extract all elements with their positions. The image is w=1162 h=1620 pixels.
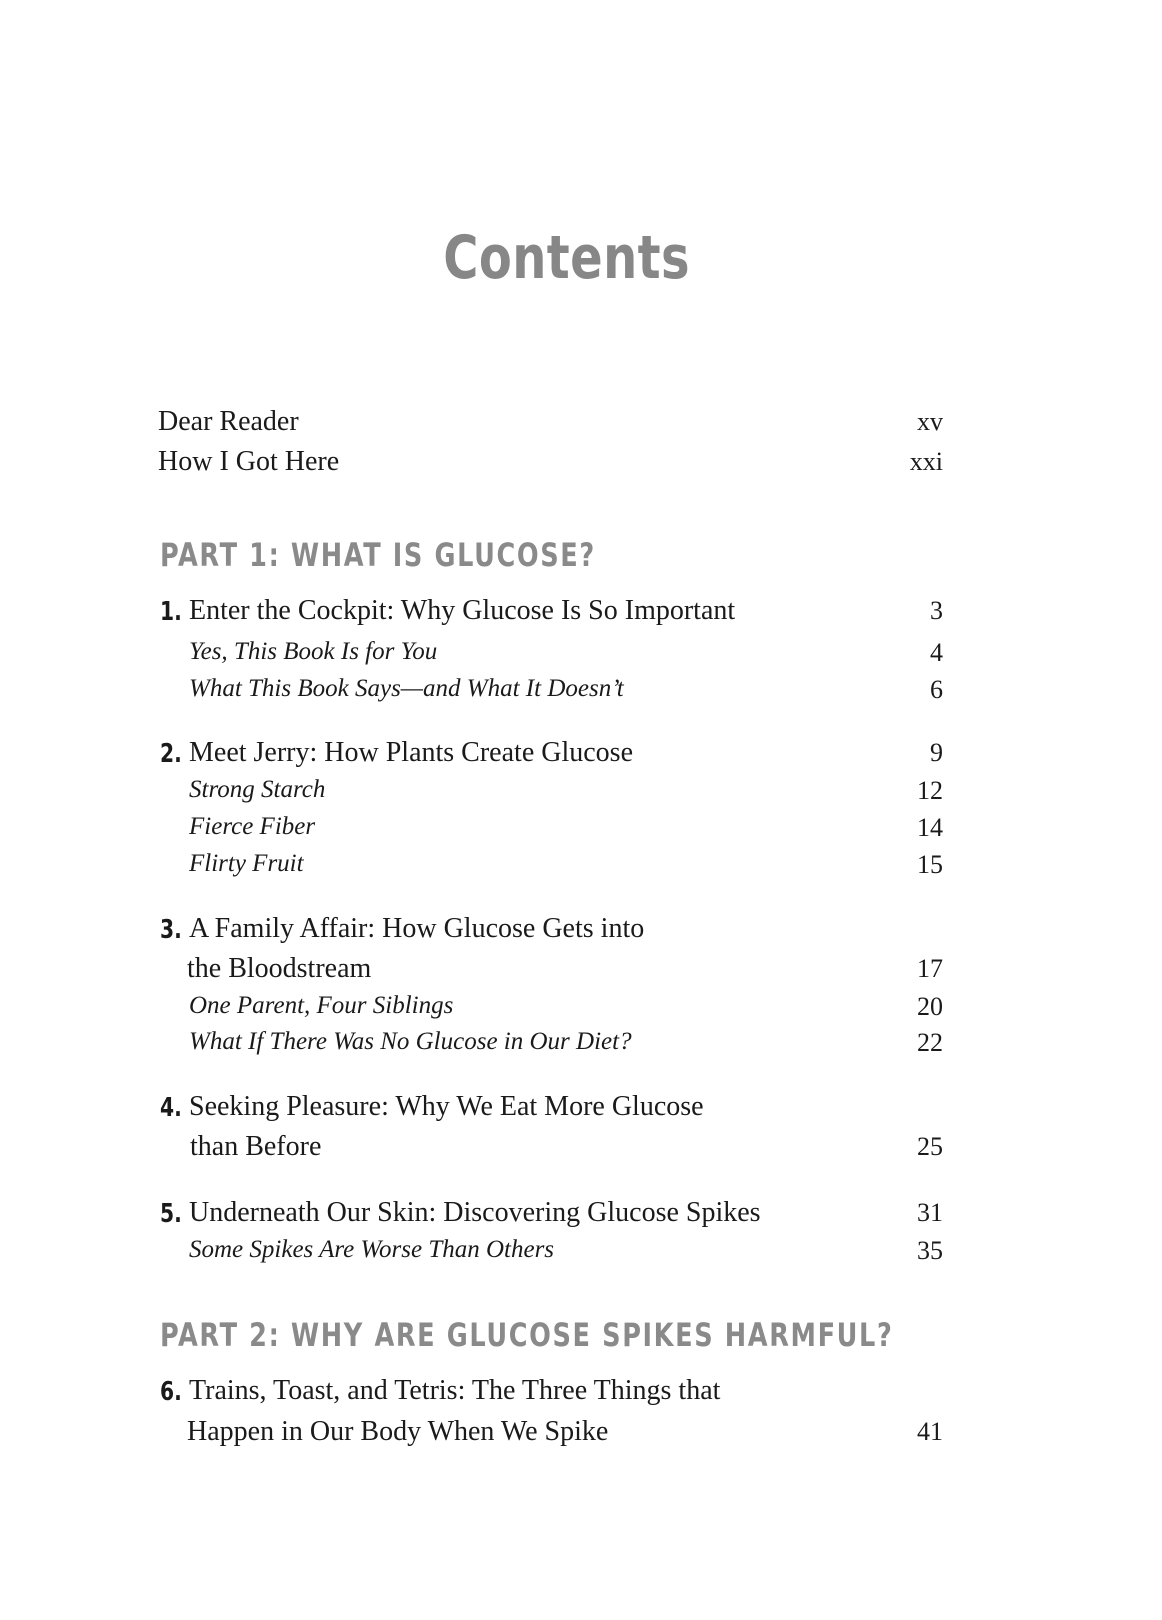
part-heading: PART 2: WHY ARE GLUCOSE SPIKES HARMFUL? (160, 1316, 894, 1354)
chapter-page: 9 (930, 738, 943, 767)
chapter-page: 25 (917, 1132, 943, 1161)
section-page: 35 (917, 1236, 943, 1265)
chapter-title-line: Seeking Pleasure: Why We Eat More Glucose (189, 1091, 704, 1122)
chapter-title-line: than Before (190, 1131, 322, 1162)
chapter-page: 3 (930, 596, 943, 625)
toc-entry-title: Dear Reader (158, 406, 299, 437)
part-heading: PART 1: WHAT IS GLUCOSE? (160, 536, 596, 574)
section-page: 20 (917, 992, 943, 1021)
chapter-number: 6. (160, 1377, 182, 1407)
chapter-entry-continued[interactable] (0, 949, 1162, 989)
chapter-title-line: A Family Affair: How Glucose Gets into (189, 913, 645, 944)
section-entry[interactable] (0, 670, 1162, 710)
chapter-title-line: Happen in Our Body When We Spike (187, 1416, 609, 1447)
section-page: 22 (917, 1028, 943, 1057)
section-entry[interactable] (0, 845, 1162, 885)
section-entry[interactable] (0, 987, 1162, 1027)
section-page: 12 (917, 776, 943, 805)
chapter-number: 2. (160, 739, 182, 769)
chapter-number: 3. (160, 915, 182, 945)
section-entry[interactable] (0, 1231, 1162, 1271)
chapter-page: 31 (917, 1198, 943, 1227)
section-entry[interactable] (0, 808, 1162, 848)
chapter-number: 4. (160, 1093, 182, 1123)
chapter-title-line: Trains, Toast, and Tetris: The Three Things that (189, 1375, 721, 1406)
section-entry[interactable] (0, 771, 1162, 811)
chapter-entry[interactable] (0, 1087, 1162, 1127)
section-title: Yes, This Book Is for You (189, 638, 438, 665)
chapter-entry[interactable] (0, 1193, 1162, 1233)
section-page: 6 (930, 675, 943, 704)
section-page: 15 (917, 850, 943, 879)
section-page: 4 (930, 638, 943, 667)
toc-entry[interactable] (0, 442, 1162, 482)
chapter-entry-continued[interactable] (0, 1127, 1162, 1167)
chapter-entry[interactable] (0, 1371, 1162, 1411)
section-title: Flirty Fruit (189, 850, 304, 877)
page-title: Contents (443, 223, 690, 293)
section-title: Some Spikes Are Worse Than Others (189, 1236, 555, 1263)
chapter-entry[interactable] (0, 733, 1162, 773)
section-title: What This Book Says—and What It Doesn’t (189, 675, 624, 702)
toc-entry-title: How I Got Here (158, 446, 340, 477)
chapter-title: Enter the Cockpit: Why Glucose Is So Important (189, 595, 736, 626)
section-title: Fierce Fiber (189, 813, 316, 840)
section-entry[interactable] (0, 1023, 1162, 1063)
section-title: What If There Was No Glucose in Our Diet? (189, 1028, 632, 1055)
chapter-number: 5. (160, 1199, 182, 1229)
chapter-entry[interactable] (0, 591, 1162, 631)
chapter-title: Underneath Our Skin: Discovering Glucose Spikes (189, 1197, 761, 1228)
chapter-entry[interactable] (0, 909, 1162, 949)
chapter-title: Meet Jerry: How Plants Create Glucose (189, 737, 633, 768)
toc-entry-page: xv (917, 407, 943, 436)
section-page: 14 (917, 813, 943, 842)
toc-entry[interactable] (0, 402, 1162, 442)
chapter-title-line: the Bloodstream (187, 953, 372, 984)
section-entry[interactable] (0, 633, 1162, 673)
toc-entry-page: xxi (909, 447, 943, 476)
chapter-number: 1. (160, 597, 182, 627)
section-title: Strong Starch (189, 776, 326, 803)
chapter-page: 41 (917, 1417, 943, 1446)
chapter-entry-continued[interactable] (0, 1412, 1162, 1452)
chapter-page: 17 (917, 954, 943, 983)
section-title: One Parent, Four Siblings (189, 992, 454, 1019)
